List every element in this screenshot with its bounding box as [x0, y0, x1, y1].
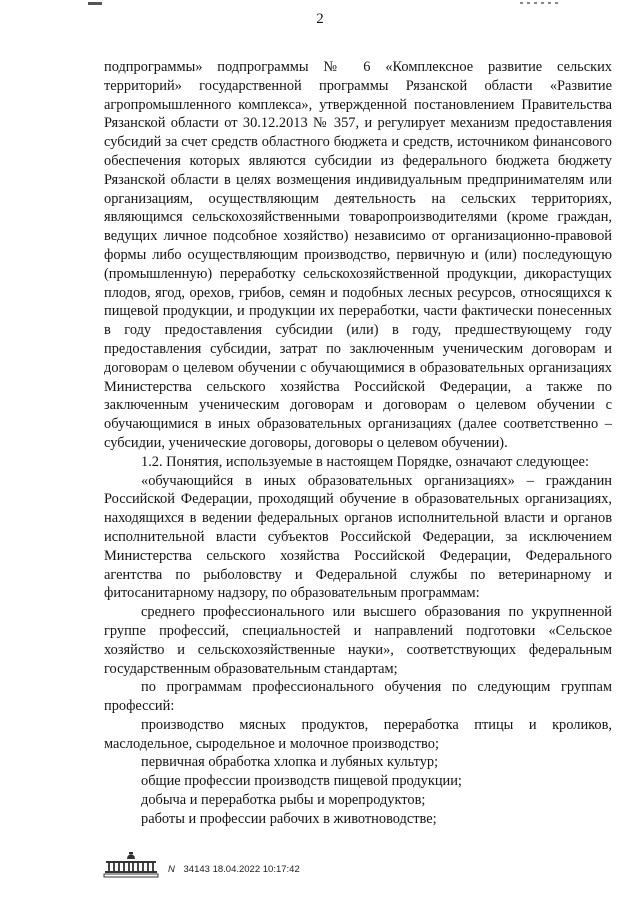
document-registration-stamp [168, 864, 300, 876]
document-footer [96, 852, 356, 884]
document-datetime: 18.04.2022 10:17:42 [212, 864, 300, 875]
page-number: 2 [316, 11, 324, 27]
paragraph: работы и профессии рабочих в животноводстве; [141, 810, 437, 827]
paragraph: «обучающийся в иных образовательных организациях» – гражданин Российской Федерации, проходящий обучение в образовательных организациях, находящихся в ведении федеральных органов исполнительной власти и органов исполнительной власти субъектов Российской Федерации, за исключением Министерства сельского хозяйства Российской Федерации, Федерального агентства по рыболовству и Федеральной службы по ветеринарному и фитосанитарному надзору, по образовательным программам: [104, 472, 612, 602]
paragraph: среднего профессионального или высшего образования по укрупненной группе профессий, специальностей и направлений подготовки «Сельское хозяйство и сельскохозяйственные науки», соответствующих федеральным государственным образовательным стандартам; [104, 604, 612, 677]
scan-artifact [520, 2, 560, 4]
paragraph: общие профессии производств пищевой продукции; [141, 773, 462, 790]
scan-artifact [88, 2, 102, 5]
paragraph: по программам профессионального обучения по следующим группам профессий: [104, 679, 612, 715]
document-body [104, 58, 612, 829]
paragraph: подпрограммы» подпрограммы № 6 «Комплексное развитие сельских территорий» государственной программы Рязанской области «Развитие агропромышленного комплекса», утвержденной постановлением Правительства Рязанской области от 30.12.2013 № 357, и регулирует механизм предоставления субсидий за счет средств областного бюджета и средств, источником финансового обеспечения которых являются субсидии из федерального бюджета бюджету Рязанской области в целях возмещения индивидуальным предпринимателям или организациям, осуществляющим деятельность на сельских территориях, являющимся сельскохозяйственными товаропроизводителями (кроме граждан, ведущих личное подсобное хозяйство) независимо от организационно-правовой формы либо осуществляющим производство, первичную и (или) последующую (промышленную) переработку сельскохозяйственной продукции, дикорастущих плодов, ягод, орехов, грибов, семян и подобных лесных ресурсов, относящихся к пищевой продукции, и продукции их переработки, части фактически понесенных в году предоставления субсидии (или) в году, предшествующему году предоставления субсидии, затрат по заключенным ученическим договорам и договорам о целевом обучении с обучающимися в образовательных организациях Министерства сельского хозяйства Российской Федерации, а также по заключенным ученическим договорам и договорам о целевом обучении с обучающимися в иных образовательных организациях (далее соответственно – субсидии, ученические договоры, договоры о целевом обучении). [104, 59, 612, 451]
paragraph: 1.2. Понятия, используемые в настоящем Порядке, означают следующее: [141, 453, 589, 470]
paragraph: первичная обработка хлопка и лубяных культур; [141, 754, 439, 771]
paragraph: добыча и переработка рыбы и морепродуктов; [141, 792, 426, 809]
government-building-logo-icon [102, 852, 160, 878]
document-number: 34143 [183, 864, 210, 875]
document-number-sign: N [168, 864, 175, 875]
paragraph: производство мясных продуктов, переработка птицы и кроликов, маслодельное, сыродельное и молочное производство; [104, 716, 612, 752]
